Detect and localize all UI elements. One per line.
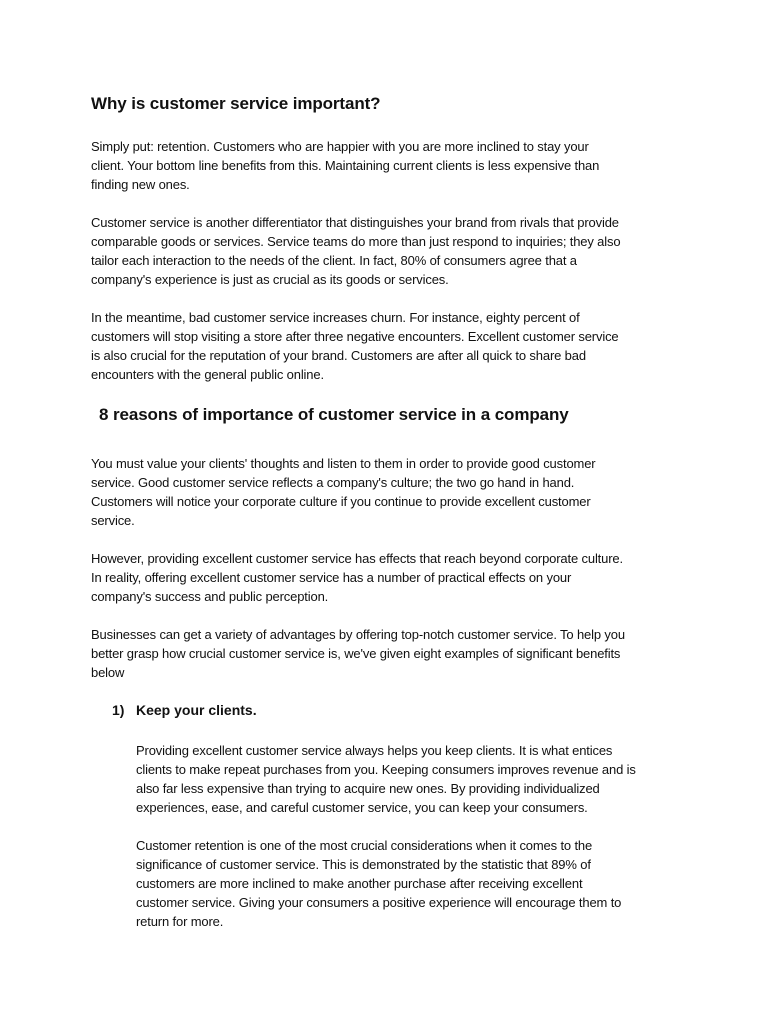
text-line: Customer service is another differentiator that distinguishes your brand from rivals that provide xyxy=(91,215,619,230)
text-line: finding new ones. xyxy=(91,177,190,192)
text-line: tailor each interaction to the needs of the client. In fact, 80% of consumers agree that a xyxy=(91,253,577,268)
paragraph-churn xyxy=(91,308,691,384)
text-line: return for more. xyxy=(136,914,224,929)
text-line: customers will stop visiting a store after three negative encounters. Excellent customer service xyxy=(91,329,619,344)
text-line: service. xyxy=(91,513,135,528)
list-title: Keep your clients. xyxy=(136,702,257,718)
text-line: service. Good customer service reflects a company's culture; the two go hand in hand. xyxy=(91,475,575,490)
text-line: is also crucial for the reputation of your brand. Customers are after all quick to share bad xyxy=(91,348,586,363)
text-line: encounters with the general public online. xyxy=(91,367,324,382)
text-line: Customers will notice your corporate culture if you continue to provide excellent customer xyxy=(91,494,591,509)
paragraph-value-clients xyxy=(91,454,691,530)
text-line: experiences, ease, and careful customer service, you can keep your consumers. xyxy=(136,800,588,815)
text-line: significance of customer service. This is demonstrated by the statistic that 89% of xyxy=(136,857,591,872)
text-line: In the meantime, bad customer service increases churn. For instance, eighty percent of xyxy=(91,310,580,325)
text-line: comparable goods or services. Service teams do more than just respond to inquiries; they also xyxy=(91,234,621,249)
paragraph-intro xyxy=(91,137,691,194)
text-line: Businesses can get a variety of advantages by offering top-notch customer service. To help you xyxy=(91,627,625,642)
text-line: Customer retention is one of the most crucial considerations when it comes to the xyxy=(136,838,593,853)
heading-why-customer-service: Why is customer service important? xyxy=(91,94,381,113)
text-line: However, providing excellent customer service has effects that reach beyond corporate culture. xyxy=(91,551,623,566)
text-line: customers are more inclined to make another purchase after receiving excellent xyxy=(136,876,583,891)
paragraph-retention xyxy=(136,836,696,931)
text-line: clients to make repeat purchases from you. Keeping consumers improves revenue and is xyxy=(136,762,636,777)
list-item-keep-clients xyxy=(112,702,257,718)
text-line: also far less expensive than trying to acquire new ones. By providing individualized xyxy=(136,781,600,796)
text-line: Simply put: retention. Customers who are happier with you are more inclined to stay your xyxy=(91,139,589,154)
paragraph-keep-clients xyxy=(136,741,696,817)
text-line: company's experience is just as crucial as its goods or services. xyxy=(91,272,449,287)
text-line: Providing excellent customer service always helps you keep clients. It is what entices xyxy=(136,743,613,758)
heading-8-reasons: 8 reasons of importance of customer service in a company xyxy=(99,405,569,424)
text-line: better grasp how crucial customer service is, we've given eight examples of significant benefits xyxy=(91,646,621,661)
text-line: company's success and public perception. xyxy=(91,589,329,604)
text-line: customer service. Giving your consumers a positive experience will encourage them to xyxy=(136,895,622,910)
text-line: below xyxy=(91,665,125,680)
paragraph-differentiator xyxy=(91,213,691,289)
text-line: You must value your clients' thoughts and listen to them in order to provide good customer xyxy=(91,456,596,471)
text-line: client. Your bottom line benefits from this. Maintaining current clients is less expensive than xyxy=(91,158,600,173)
paragraph-advantages xyxy=(91,625,691,682)
paragraph-beyond-culture xyxy=(91,549,691,606)
list-number: 1) xyxy=(112,702,125,718)
text-line: In reality, offering excellent customer service has a number of practical effects on your xyxy=(91,570,572,585)
